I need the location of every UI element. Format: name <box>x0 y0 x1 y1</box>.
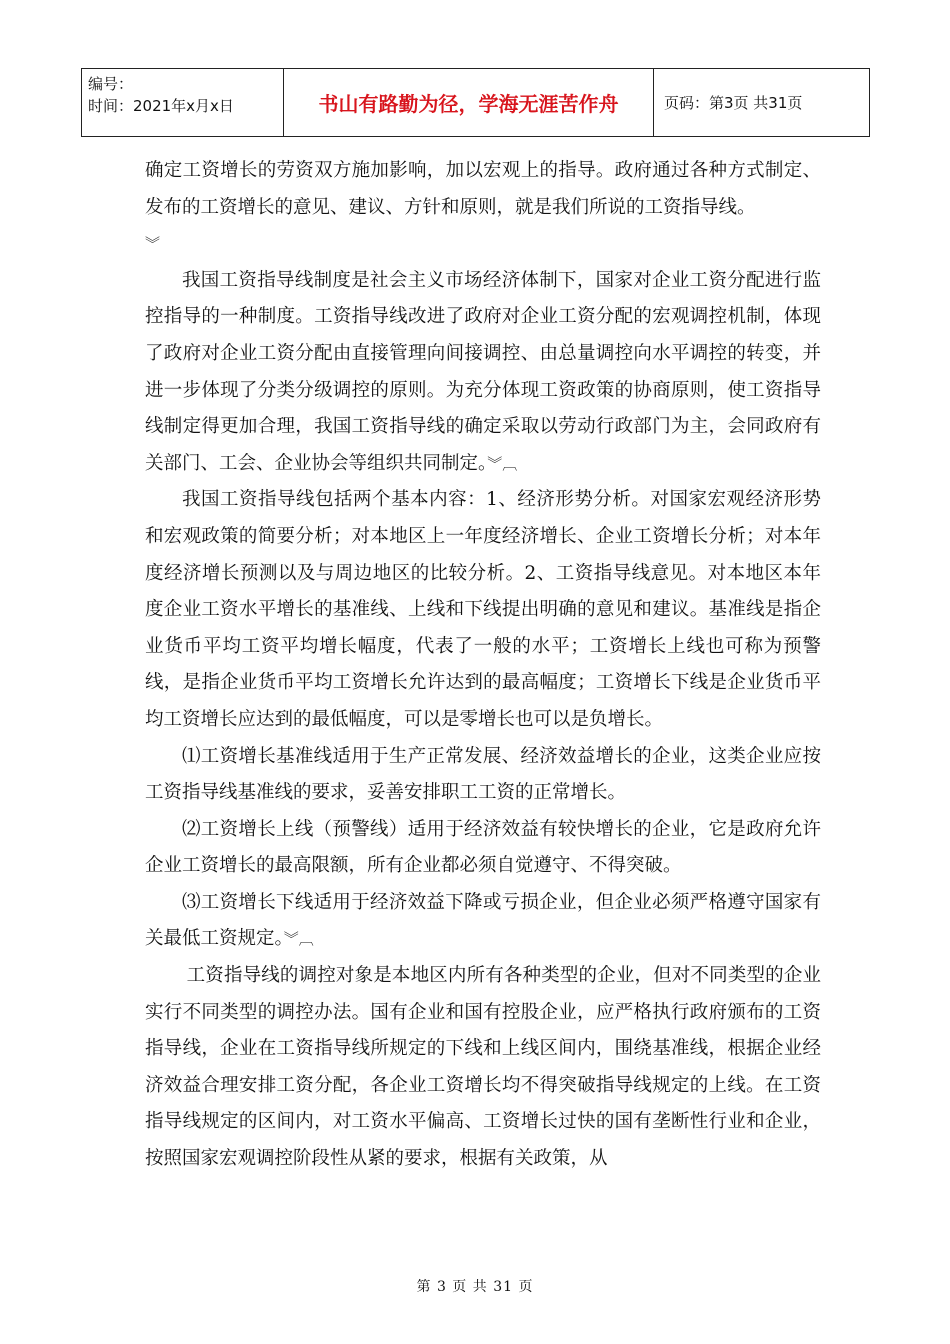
paragraph-3 <box>145 482 821 738</box>
paragraph-7 <box>145 958 821 1178</box>
chevron-bracket-mark: ︾︹ <box>487 454 518 473</box>
paragraph-2-text: 我国工资指导线制度是社会主义市场经济体制下，国家对企业工资分配进行监控指导的一种制度。工资指导线改进了政府对企业工资分配的宏观调控机制，体现了政府对企业工资分配由直接管理向间接调控、由总量调控向水平调控的转变，并进一步体现了分类分级调控的原则。为充分体现工资政策的协商原则，使工资指导线制定得更加合理，我国工资指导线的确定采取以劳动行政部门为主，会同政府有关部门、工会、企业协会等组织共同制定。 <box>145 269 821 474</box>
list-item-2 <box>145 812 821 885</box>
page-info-text: 页码：第3页 共31页 <box>664 94 803 112</box>
header-page-info <box>654 69 869 136</box>
header-left-cell <box>82 69 284 136</box>
chevron-mark: ︾ <box>145 235 161 254</box>
motto-text: 书山有路勤为径，学海无涯苦作舟 <box>318 92 619 116</box>
list-item-3-text: ⑶工资增长下线适用于经济效益下降或亏损企业，但企业必须严格遵守国家有关最低工资规定。 <box>145 891 821 950</box>
paragraph-3-text: 我国工资指导线包括两个基本内容：1、经济形势分析。对国家宏观经济形势和宏观政策的简要分析；对本地区上一年度经济增长、企业工资增长分析；对本年度经济增长预测以及与周边地区的比较分析。2、工资指导线意见。对本地区本年度企业工资水平增长的基准线、上线和下线提出明确的意见和建议。基准线是指企业货币平均工资平均增长幅度，代表了一般的水平；工资增长上线也可称为预警线，是指企业货币平均工资增长允许达到的最高幅度；工资增长下线是企业货币平均工资增长应达到的最低幅度，可以是零增长也可以是负增长。 <box>145 489 821 730</box>
list-item-1 <box>145 739 821 812</box>
list-item-1-text: ⑴工资增长基准线适用于生产正常发展、经济效益增长的企业，这类企业应按工资指导线基准线的要求，妥善安排职工工资的正常增长。 <box>145 745 821 804</box>
document-number-label: 编号： <box>88 75 134 93</box>
header-table <box>81 68 870 137</box>
footer-page-number: 第 3 页 共 31 页 <box>416 1279 534 1295</box>
list-item-2-text: ⑵工资增长上线（预警线）适用于经济效益有较快增长的企业，它是政府允许企业工资增长的最高限额，所有企业都必须自觉遵守、不得突破。 <box>145 818 821 877</box>
paragraph-2 <box>145 263 821 483</box>
paragraph-1 <box>145 153 821 263</box>
list-item-3 <box>145 885 821 958</box>
paragraph-7-text: 工资指导线的调控对象是本地区内所有各种类型的企业，但对不同类型的企业实行不同类型的调控办法。国有企业和国有控股企业，应严格执行政府颁布的工资指导线，企业在工资指导线所规定的下线和上线区间内，围绕基准线，根据企业经济效益合理安排工资分配，各企业工资增长均不得突破指导线规定的上线。在工资指导线规定的区间内，对工资水平偏高、工资增长过快的国有垄断性行业和企业，按照国家宏观调控阶段性从紧的要求，根据有关政策，从 <box>145 965 821 1170</box>
document-time-label: 时间：2021年x月x日 <box>88 97 234 115</box>
header-motto <box>284 69 654 136</box>
page-footer <box>0 1276 950 1296</box>
chevron-bracket-mark: ︾︹ <box>283 930 314 949</box>
paragraph-1-text: 确定工资增长的劳资双方施加影响，加以宏观上的指导。政府通过各种方式制定、发布的工资增长的意见、建议、方针和原则，就是我们所说的工资指导线。 <box>145 160 821 218</box>
document-body <box>145 153 821 1178</box>
